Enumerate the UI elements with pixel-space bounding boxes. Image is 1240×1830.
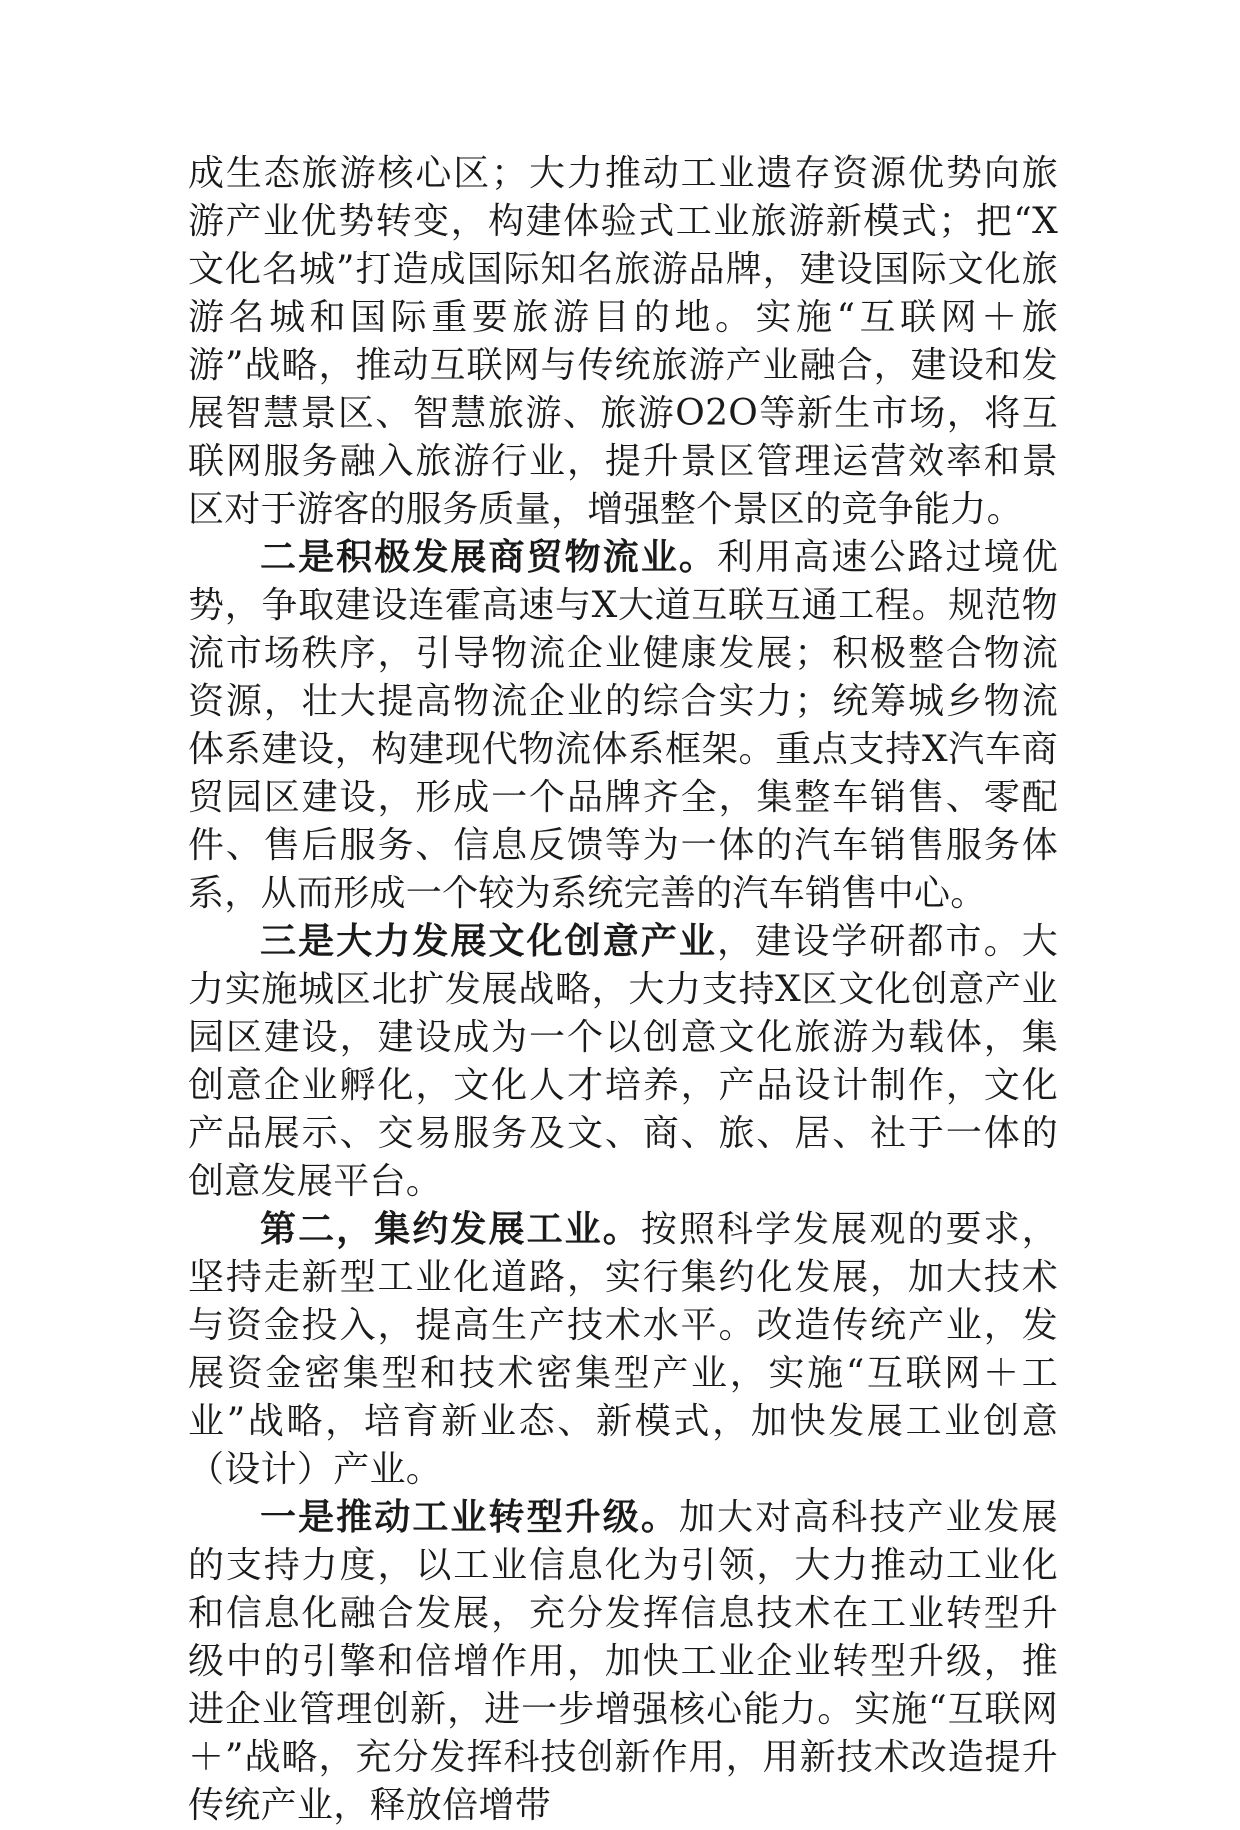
paragraph-body: 成生态旅游核心区；大力推动工业遗存资源优势向旅游产业优势转变，构建体验式工业旅游新模式；把“X文化名城”打造成国际知名旅游品牌，建设国际文化旅游名城和国际重要旅游目的地。实施“互联网＋旅游”战略，推动互联网与传统旅游产业融合，建设和发展智慧景区、智慧旅游、旅游O2O等新生市场，将互联网服务融入旅游行业，提升景区管理运营效率和景区对于游客的服务质量，增强整个景区的竞争能力。 — [188, 153, 1058, 530]
paragraph-lead: 二是积极发展商贸物流业。 — [260, 537, 718, 578]
paragraph-body: ，建设学研都市。大力实施城区北扩发展战略，大力支持X区文化创意产业园区建设，建设成为一个以创意文化旅游为载体，集创意企业孵化，文化人才培养，产品设计制作，文化产品展示、交易服务及文、商、旅、居、社于一体的创意发展平台。 — [188, 921, 1058, 1202]
paragraph-lead: 第二，集约发展工业。 — [260, 1209, 641, 1250]
paragraph-commerce-logistics — [188, 534, 1058, 918]
paragraph-industry-upgrade — [188, 1494, 1058, 1830]
paragraph-cultural-creative — [188, 918, 1058, 1206]
paragraph-intensive-industry — [188, 1206, 1058, 1494]
paragraph-body: 按照科学发展观的要求，坚持走新型工业化道路，实行集约化发展，加大技术与资金投入，提高生产技术水平。改造传统产业，发展资金密集型和技术密集型产业，实施“互联网＋工业”战略，培育新业态、新模式，加快发展工业创意（设计）产业。 — [188, 1209, 1058, 1490]
paragraph-body: 利用高速公路过境优势，争取建设连霍高速与X大道互联互通工程。规范物流市场秩序，引导物流企业健康发展；积极整合物流资源，壮大提高物流企业的综合实力；统筹城乡物流体系建设，构建现代物流体系框架。重点支持X汽车商贸园区建设，形成一个品牌齐全，集整车销售、零配件、售后服务、信息反馈等为一体的汽车销售服务体系，从而形成一个较为系统完善的汽车销售中心。 — [188, 537, 1058, 914]
paragraph-body: 加大对高科技产业发展的支持力度，以工业信息化为引领，大力推动工业化和信息化融合发展，充分发挥信息技术在工业转型升级中的引擎和倍增作用，加快工业企业转型升级，推进企业管理创新，进一步增强核心能力。实施“互联网＋”战略，充分发挥科技创新作用，用新技术改造提升传统产业，释放倍增带 — [188, 1497, 1058, 1826]
paragraph-lead: 三是大力发展文化创意产业 — [260, 921, 718, 962]
paragraph-tourism-continued — [188, 150, 1058, 534]
document-page — [188, 150, 1058, 1830]
paragraph-lead: 一是推动工业转型升级。 — [260, 1497, 679, 1538]
